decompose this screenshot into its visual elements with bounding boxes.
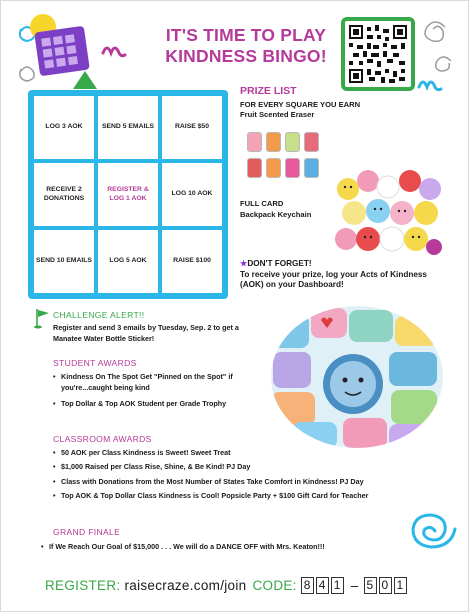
- list-item: • Class with Donations from the Most Number of States Take Comfort in Kindness! PJ Day: [53, 476, 453, 487]
- qr-code-icon: [349, 25, 407, 83]
- challenge-text: Register and send 3 emails by Tuesday, Sep. 2 to get a Manatee Water Bottle Sticker!: [53, 323, 239, 343]
- bingo-cell: SEND 10 EMAILS: [34, 230, 94, 293]
- classroom-awards-list: [53, 447, 453, 502]
- bingo-cell: RAISE $100: [162, 230, 222, 293]
- dont-forget-note: ★DON'T FORGET! To receive your prize, log your Acts of Kindness (AOK) on your Dashboard!: [240, 259, 427, 289]
- flag-icon: [33, 307, 51, 329]
- code-digit: 4: [316, 577, 329, 594]
- code-digit: 5: [364, 577, 377, 594]
- prize-every-square: FOR EVERY SQUARE YOU EARN Fruit Scented Eraser: [240, 100, 361, 119]
- register-bar: [45, 577, 409, 594]
- code-digit: 1: [394, 577, 407, 594]
- code-label: CODE:: [252, 578, 297, 593]
- decorative-swirls: [415, 7, 469, 97]
- student-awards-heading: STUDENT AWARDS: [53, 358, 137, 368]
- list-item: • $1,000 Raised per Class Rise, Shine, & Be Kind! PJ Day: [53, 461, 453, 472]
- bingo-board: [28, 90, 228, 299]
- bingo-cell: LOG 5 AOK: [98, 230, 158, 293]
- register-url-link[interactable]: raisecraze.com/join: [124, 578, 247, 593]
- code-digit: 1: [331, 577, 344, 594]
- bingo-grid: [34, 96, 222, 293]
- prize-list-heading: PRIZE LIST: [240, 85, 297, 97]
- prize-full-card: FULL CARD Backpack Keychain: [240, 199, 312, 219]
- list-item: • 50 AOK per Class Kindness is Sweet! Sweet Treat: [53, 447, 453, 458]
- code-dash: –: [350, 578, 359, 593]
- list-item: • Top Dollar & Top AOK Student per Grade Trophy: [53, 398, 265, 409]
- star-icon: ★: [240, 259, 248, 268]
- bingo-cell: LOG 3 AOK: [34, 96, 94, 159]
- grand-finale-heading: GRAND FINALE: [53, 527, 121, 537]
- code-digit: 8: [301, 577, 314, 594]
- manatee-sticker-collage: [263, 304, 451, 450]
- list-item: • Kindness On The Spot Get "Pinned on the Spot" if you're...caught being kind: [53, 371, 265, 394]
- code-digit: 0: [379, 577, 392, 594]
- bingo-cell: LOG 10 AOK: [162, 163, 222, 226]
- list-item: • If We Reach Our Goal of $15,000 . . . We will do a DANCE OFF with Mrs. Keaton!!!: [41, 541, 431, 552]
- classroom-awards-heading: CLASSROOM AWARDS: [53, 434, 152, 444]
- register-label: REGISTER:: [45, 578, 121, 593]
- challenge-heading: CHALLENGE ALERT!!: [53, 310, 145, 320]
- bingo-cell: SEND 5 EMAILS: [98, 96, 158, 159]
- page-title: IT'S TIME TO PLAY KINDNESS BINGO!: [165, 25, 327, 66]
- grand-finale-list: [41, 541, 431, 552]
- eraser-prize-image: [245, 130, 325, 184]
- list-item: • Top AOK & Top Dollar Class Kindness is Cool! Popsicle Party + $100 Gift Card for Teacher: [53, 490, 453, 501]
- bingo-cell: RAISE $50: [162, 96, 222, 159]
- qr-code[interactable]: [341, 17, 415, 91]
- bingo-cell: RECEIVE 2 DONATIONS: [34, 163, 94, 226]
- keychain-prize-image: [334, 167, 442, 259]
- student-awards-list: [53, 371, 265, 409]
- bingo-card-illustration: [7, 9, 147, 89]
- bingo-cell-center: REGISTER & LOG 1 AOK: [98, 163, 158, 226]
- decorative-swirl: [409, 511, 459, 551]
